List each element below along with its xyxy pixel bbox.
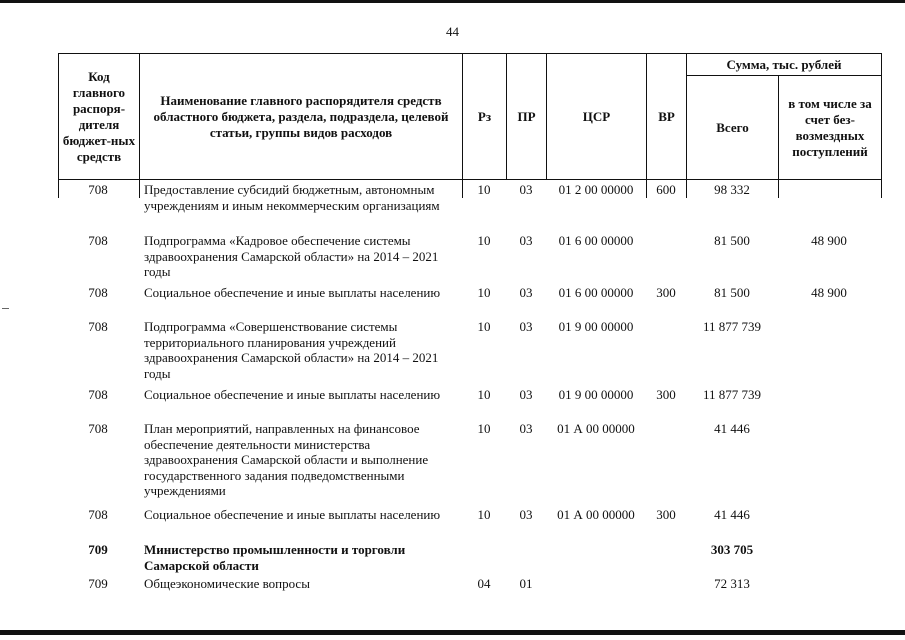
- cell-csr: 01 9 00 00000: [558, 387, 634, 402]
- cell-total: 72 313: [714, 576, 750, 591]
- col-line: [139, 180, 140, 198]
- cell-pr: 01: [519, 576, 533, 591]
- cell-code: 709: [88, 542, 108, 557]
- cell-rz: 10: [477, 182, 491, 197]
- cell-name: Предоставление субсидий бюджетным, автономным учреждениям и иным некоммерческим организациям: [144, 182, 440, 213]
- cell-csr: 01 6 00 00000: [558, 285, 634, 300]
- cell-vr: 300: [656, 507, 676, 522]
- cell-rz: 10: [477, 319, 491, 334]
- cell-name: Социальное обеспечение и иные выплаты населению: [144, 285, 441, 300]
- margin-mark: [2, 308, 9, 309]
- cell-free: 48 900: [811, 233, 847, 248]
- header-sum: Сумма, тыс. рублей: [687, 54, 881, 76]
- cell-csr: 01 9 00 00000: [558, 319, 634, 334]
- header-total: Всего: [687, 76, 779, 179]
- cell-rz: 10: [477, 233, 491, 248]
- cell-total: 303 705: [710, 542, 754, 557]
- cell-pr: 03: [519, 233, 533, 248]
- cell-name: План мероприятий, направленных на финансовое обеспечение деятельности министерства здравоохранения Самарской области и выполнение государственного задания подведомственными учреждениями: [144, 421, 429, 498]
- cell-vr: 300: [656, 387, 676, 402]
- cell-rz: 04: [477, 576, 491, 591]
- cell-vr: 300: [656, 285, 676, 300]
- cell-csr: 01 А 00 00000: [557, 421, 635, 436]
- header-code: Код главного распоря-дителя бюджет-ных средств: [59, 54, 140, 179]
- cell-total: 81 500: [714, 233, 750, 248]
- cell-code: 708: [88, 387, 108, 402]
- cell-rz: 10: [477, 285, 491, 300]
- header-vr: ВР: [647, 54, 687, 179]
- header-rz: Рз: [463, 54, 507, 179]
- cell-name: Социальное обеспечение и иные выплаты населению: [144, 387, 441, 402]
- cell-name: Министерство промышленности и торговли Самарской области: [144, 542, 406, 573]
- cell-total: 98 332: [714, 182, 750, 197]
- cell-free: 48 900: [811, 285, 847, 300]
- header-name: Наименование главного распорядителя средств областного бюджета, раздела, подраздела, целевой статьи, группы видов расходов: [140, 54, 463, 179]
- cell-total: 41 446: [714, 507, 750, 522]
- cell-code: 708: [88, 319, 108, 334]
- cell-total: 11 877 739: [702, 387, 762, 402]
- cell-name: Общеэкономические вопросы: [144, 576, 310, 591]
- top-rule: [0, 0, 905, 3]
- cell-csr: 01 6 00 00000: [558, 233, 634, 248]
- cell-pr: 03: [519, 285, 533, 300]
- bottom-rule: [0, 630, 905, 635]
- cell-code: 708: [88, 507, 108, 522]
- cell-pr: 03: [519, 421, 533, 436]
- cell-pr: 03: [519, 507, 533, 522]
- cell-code: 708: [88, 285, 108, 300]
- cell-code: 708: [88, 182, 108, 197]
- cell-pr: 03: [519, 387, 533, 402]
- cell-name: Подпрограмма «Совершенствование системы территориального планирования учреждений здравоохранения Самарской области» на 2014 – 2021 годы: [144, 319, 439, 381]
- cell-csr: 01 А 00 00000: [557, 507, 635, 522]
- col-line: [881, 180, 882, 198]
- cell-code: 708: [88, 421, 108, 436]
- cell-pr: 03: [519, 319, 533, 334]
- header-free: в том числе за счет без-возмездных поступлений: [788, 95, 872, 159]
- header-pr: ПР: [507, 54, 547, 179]
- cell-rz: 10: [477, 387, 491, 402]
- page-number: 44: [446, 24, 459, 39]
- cell-name: Подпрограмма «Кадровое обеспечение системы здравоохранения Самарской области» на 2014 – 2021 годы: [144, 233, 439, 279]
- cell-total: 81 500: [714, 285, 750, 300]
- cell-code: 709: [88, 576, 108, 591]
- cell-pr: 03: [519, 182, 533, 197]
- cell-vr: 600: [656, 182, 676, 197]
- col-line: [778, 180, 779, 198]
- cell-name: Социальное обеспечение и иные выплаты населению: [144, 507, 441, 522]
- cell-csr: 01 2 00 00000: [558, 182, 634, 197]
- cell-total: 41 446: [714, 421, 750, 436]
- cell-total: 11 877 739: [702, 319, 762, 334]
- cell-code: 708: [88, 233, 108, 248]
- header-csr: ЦСР: [547, 54, 647, 179]
- cell-rz: 10: [477, 507, 491, 522]
- cell-rz: 10: [477, 421, 491, 436]
- table-header: [58, 53, 882, 180]
